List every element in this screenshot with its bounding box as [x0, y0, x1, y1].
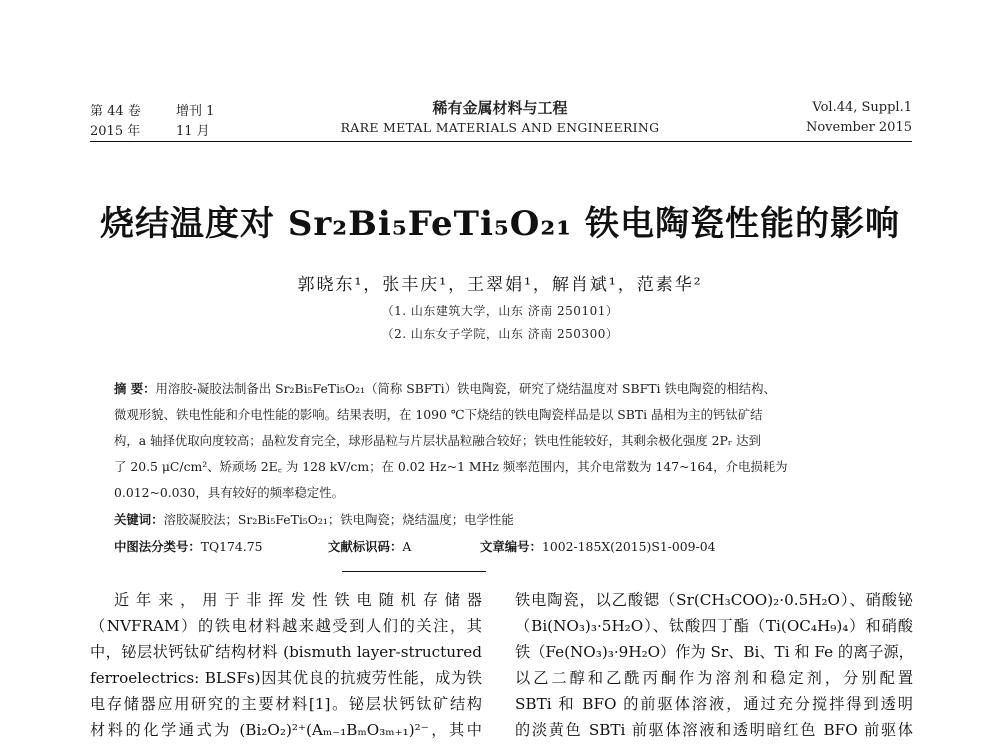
clc-label: 中图法分类号： — [114, 539, 201, 554]
body-left-line: 中，铋层状钙钛矿结构材料 (bismuth layer-structured — [90, 643, 482, 661]
author-list: 郭晓东¹，张丰庆¹，王翠娟¹，解肖斌¹，范素华² — [297, 275, 703, 295]
body-left-line: 材料的化学通式为 (Bi₂O₂)²⁺(Aₘ₋₁BₘO₃ₘ₊₁)²⁻，其中 — [90, 721, 482, 739]
document-code-label: 文献标识码： — [328, 539, 403, 554]
keywords-text: 溶胶凝胶法；Sr₂Bi₅FeTi₅O₂₁；铁电陶瓷；烧结温度；电学性能 — [163, 512, 514, 527]
volume-en: Vol.44, Suppl.1 — [812, 100, 912, 115]
abstract-text: 用溶胶-凝胶法制备出 Sr₂Bi₅FeTi₅O₂₁（简称 SBFTi）铁电陶瓷，研究了烧结温度对 SBFTi 铁电陶瓷的相结构、 — [155, 381, 776, 396]
body-left-line: 电存储器应用研究的主要材料[1]。铋层状钙钛矿结构 — [90, 695, 482, 713]
volume-cn: 第 44 卷 — [90, 104, 141, 119]
body-right-line: 以乙二醇和乙酰丙酮作为溶剂和稳定剂，分别配置 — [515, 669, 913, 687]
affiliation-1: （1. 山东建筑大学，山东 济南 250101） — [381, 304, 619, 318]
keywords-label: 关键词： — [114, 512, 164, 527]
journal-title-en: RARE METAL MATERIALS AND ENGINEERING — [340, 120, 660, 135]
article-number-value: 1002-185X(2015)S1-009-04 — [541, 539, 716, 554]
body-left-line: 近 年 来 ， 用 于 非 挥 发 性 铁 电 随 机 存 储 器 — [114, 591, 482, 609]
document-code-value: A — [402, 539, 412, 554]
body-right-line: SBTi 和 BFO 的前驱体溶液，通过充分搅拌得到透明 — [515, 695, 913, 713]
abstract-line: 微观形貌、铁电性能和介电性能的影响。结果表明，在 1090 ℃下烧结的铁电陶瓷样品是以 SBTi 晶相为主的钙钛矿结 — [114, 407, 763, 422]
abstract-line: 0.012~0.030，具有较好的频率稳定性。 — [114, 485, 345, 500]
body-right-line: 的淡黄色 SBTi 前驱体溶液和透明暗红色 BFO 前驱体 — [515, 721, 913, 739]
header-rule — [90, 141, 912, 142]
body-left-line: ferroelectrics: BLSFs)因其优良的抗疲劳性能，成为铁 — [90, 669, 482, 687]
abstract-line: 构，a 轴择优取向度较高；晶粒发育完全，球形晶粒与片层状晶粒融合较好；铁电性能较好，其剩余极化强度 2Pᵣ 达到 — [114, 433, 761, 448]
paper-title — [0, 196, 1000, 245]
month-cn: 11 月 — [176, 124, 210, 139]
title-prefix: 烧结温度对 — [99, 204, 288, 244]
keywords-line — [114, 510, 514, 528]
date-en: November 2015 — [805, 120, 912, 135]
supplement-cn: 增刊 1 — [176, 104, 215, 119]
year-cn: 2015 年 — [90, 124, 141, 139]
affiliation-2: （2. 山东女子学院，山东 济南 250300） — [381, 327, 619, 341]
document-code — [328, 537, 411, 555]
title-formula: Sr₂Bi₅FeTi₅O₂₁ — [287, 204, 573, 244]
abstract-line — [114, 379, 776, 397]
section-divider — [342, 571, 486, 572]
clc-value: TQ174.75 — [200, 539, 263, 554]
body-left-line: （NVFRAM）的铁电材料越来越受到人们的关注，其 — [90, 617, 482, 635]
abstract-line: 了 20.5 μC/cm²、矫顽场 2E꜀ 为 128 kV/cm；在 0.02 Hz~1 MHz 频率范围内，其介电常数为 147~164，介电损耗为 — [114, 459, 788, 474]
title-suffix: 铁电陶瓷性能的影响 — [572, 204, 900, 244]
article-number-label: 文章编号： — [480, 539, 542, 554]
body-right-line: （Bi(NO₃)₃·5H₂O）、钛酸四丁酯（Ti(OC₄H₉)₄）和硝酸 — [515, 617, 913, 635]
abstract-label: 摘 要： — [114, 381, 156, 396]
article-number — [480, 537, 716, 555]
journal-title-cn: 稀有金属材料与工程 — [432, 99, 568, 117]
clc-number — [114, 537, 263, 555]
body-right-line: 铁（Fe(NO₃)₃·9H₂O）作为 Sr、Bi、Ti 和 Fe 的离子源， — [515, 643, 914, 661]
body-right-line: 铁电陶瓷，以乙酸锶（Sr(CH₃COO)₂·0.5H₂O）、硝酸铋 — [515, 591, 913, 609]
